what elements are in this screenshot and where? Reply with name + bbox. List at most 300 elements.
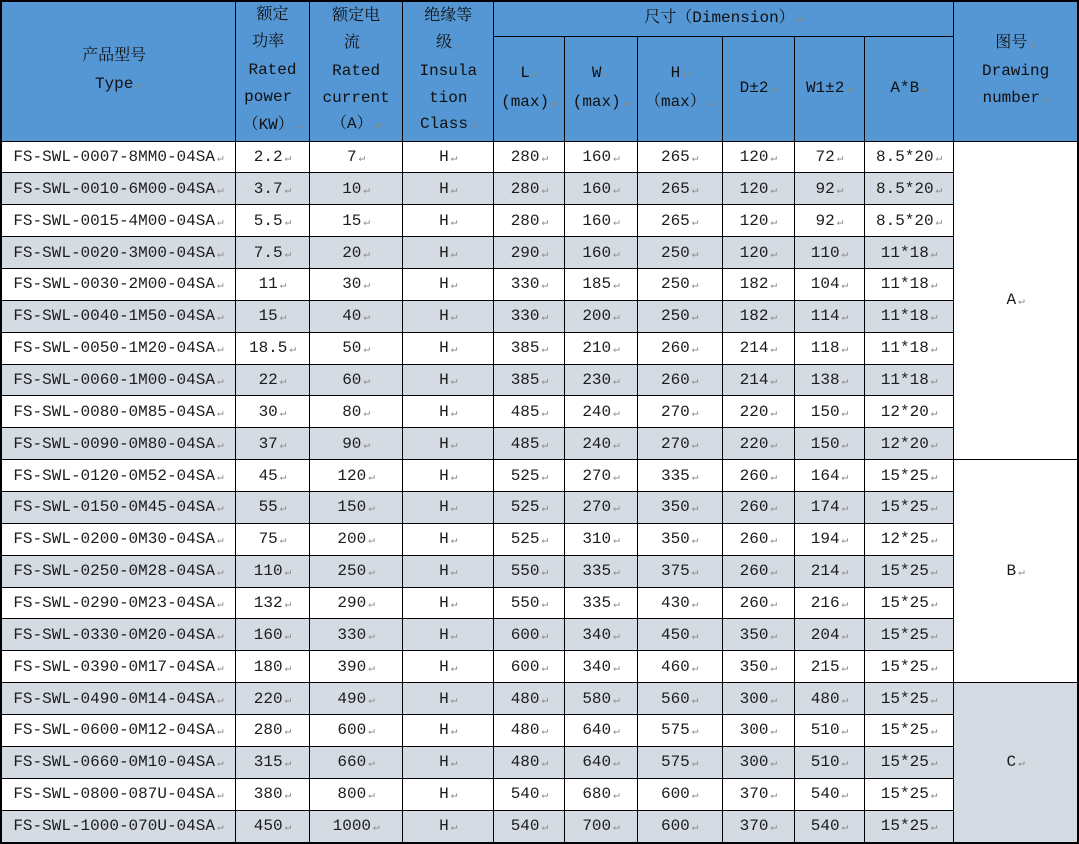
formatting-mark: ↵ [841,758,849,771]
cell-rated-current: 150 ↵ [310,491,403,523]
cell-insulation-class: H ↵ [403,746,494,778]
cell-rated-current: 50 ↵ [310,332,403,364]
cell-a-b: 12*20 ↵ [865,428,954,460]
cell-type: FS-SWL-0200-0M30-04SA ↵ [1,523,235,555]
formatting-mark: ↵ [284,758,292,771]
cell-l-max: 280 ↵ [494,173,565,205]
cell-w1-tol: 150 ↵ [794,396,864,428]
formatting-mark: ↵ [930,280,938,293]
formatting-mark: ↵ [770,822,778,835]
formatting-mark: ↵ [450,344,458,357]
cell-a-b: 11*18 ↵ [865,237,954,269]
cell-rated-current: 660 ↵ [310,746,403,778]
cell-l-max: 525 ↵ [494,491,565,523]
table-row [1,555,1078,587]
cell-l-max: 600 ↵ [494,651,565,683]
cell-type: FS-SWL-0660-0M10-04SA ↵ [1,746,235,778]
cell-insulation-class: H ↵ [403,332,494,364]
cell-h-max: 260 ↵ [637,364,722,396]
cell-w-max: 640 ↵ [565,714,637,746]
cell-h-max: 270 ↵ [637,396,722,428]
formatting-mark: ↵ [279,439,287,452]
cell-d-tol: 300 ↵ [722,683,794,715]
table-row [1,651,1078,683]
cell-rated-power: 30 ↵ [235,396,309,428]
cell-w1-tol: 204 ↵ [794,619,864,651]
formatting-mark: ↵ [613,758,620,771]
formatting-mark: ↵ [770,375,778,388]
formatting-mark: ↵ [363,312,371,325]
formatting-mark: ↵ [770,758,778,771]
cell-insulation-class: H ↵ [403,300,494,332]
formatting-mark: ↵ [841,280,849,293]
formatting-mark: ↵ [279,471,287,484]
cell-w-max: 185 ↵ [565,268,637,300]
formatting-mark: ↵ [216,248,224,261]
cell-rated-power: 22 ↵ [235,364,309,396]
cell-l-max: 480 ↵ [494,714,565,746]
cell-h-max: 350 ↵ [637,491,722,523]
formatting-mark: ↵ [279,280,287,293]
cell-d-tol: 120 ↵ [722,237,794,269]
cell-l-max: 480 ↵ [494,683,565,715]
formatting-mark: ↵ [613,375,620,388]
formatting-mark: ↵ [450,694,458,707]
cell-rated-current: 80 ↵ [310,396,403,428]
cell-rated-power: 160 ↵ [235,619,309,651]
cell-h-max: 265 ↵ [637,141,722,173]
cell-type: FS-SWL-0050-1M20-04SA ↵ [1,332,235,364]
cell-insulation-class: H ↵ [403,587,494,619]
formatting-mark: ↵ [284,152,292,165]
cell-type: FS-SWL-0250-0M28-04SA ↵ [1,555,235,587]
formatting-mark: ↵ [1018,567,1025,580]
formatting-mark: ↵ [841,503,849,516]
cell-a-b: 15*25 ↵ [865,587,954,619]
formatting-mark: ↵ [930,471,938,484]
formatting-mark: ↵ [363,248,371,261]
cell-w-max: 160 ↵ [565,141,637,173]
formatting-mark: ↵ [613,535,620,548]
cell-d-tol: 214 ↵ [722,364,794,396]
formatting-mark: ↵ [770,312,778,325]
formatting-mark: ↵ [216,280,224,293]
cell-type: FS-SWL-0120-0M52-04SA ↵ [1,460,235,492]
cell-h-max: 270 ↵ [637,428,722,460]
formatting-mark: ↵ [613,598,620,611]
formatting-mark: ↵ [691,312,699,325]
cell-a-b: 15*25 ↵ [865,810,954,842]
formatting-mark: ↵ [841,535,849,548]
cell-w-max: 210 ↵ [565,332,637,364]
formatting-mark: ↵ [930,694,938,707]
formatting-mark: ↵ [284,248,292,261]
header-w-max: W ↵ (max) ↵ [565,37,637,142]
cell-rated-current: 800 ↵ [310,778,403,810]
formatting-mark: ↵ [841,248,849,261]
formatting-mark: ↵ [284,598,292,611]
formatting-mark: ↵ [613,567,620,580]
formatting-mark: ↵ [691,790,699,803]
formatting-mark: ↵ [450,758,458,771]
cell-d-tol: 370 ↵ [722,778,794,810]
formatting-mark: ↵ [541,694,549,707]
formatting-mark: ↵ [691,439,699,452]
formatting-mark: ↵ [770,630,778,643]
formatting-mark: ↵ [541,726,549,739]
formatting-mark: ↵ [841,598,849,611]
header-rated-power: 额定 功率 ↓ Rated power ↓ （KW） ↵ [235,1,309,141]
cell-insulation-class: H ↵ [403,396,494,428]
cell-type: FS-SWL-0290-0M23-04SA ↵ [1,587,235,619]
cell-rated-power: 18.5 ↵ [235,332,309,364]
cell-rated-current: 600 ↵ [310,714,403,746]
formatting-mark: ↵ [841,312,849,325]
formatting-mark: ↵ [935,152,943,165]
formatting-mark: ↵ [295,121,303,133]
cell-w-max: 160 ↵ [565,173,637,205]
cell-rated-current: 7 ↵ [310,141,403,173]
cell-l-max: 280 ↵ [494,141,565,173]
cell-d-tol: 220 ↵ [722,428,794,460]
cell-h-max: 575 ↵ [637,714,722,746]
cell-type: FS-SWL-0030-2M00-04SA ↵ [1,268,235,300]
cell-insulation-class: H ↵ [403,173,494,205]
formatting-mark: ↵ [541,216,549,229]
formatting-mark: ↵ [216,471,224,484]
cell-insulation-class: H ↵ [403,364,494,396]
formatting-mark: ↵ [770,567,778,580]
formatting-mark: ↵ [841,726,849,739]
formatting-mark: ↵ [541,407,549,420]
cell-d-tol: 120 ↵ [722,141,794,173]
formatting-mark: ↵ [603,69,611,82]
formatting-mark: ↵ [691,375,699,388]
cell-l-max: 540 ↵ [494,778,565,810]
cell-w-max: 270 ↵ [565,460,637,492]
cell-d-tol: 260 ↵ [722,555,794,587]
cell-w-max: 340 ↵ [565,651,637,683]
formatting-mark: ↵ [541,567,549,580]
table-row [1,460,1078,492]
formatting-mark: ↵ [450,248,458,261]
cell-d-tol: 300 ↵ [722,714,794,746]
formatting-mark: ↵ [284,822,292,835]
formatting-mark: ↵ [363,184,371,197]
formatting-mark: ↵ [770,726,778,739]
cell-type: FS-SWL-0060-1M00-04SA ↵ [1,364,235,396]
formatting-mark: ↵ [691,567,699,580]
cell-type: FS-SWL-0040-1M50-04SA ↵ [1,300,235,332]
formatting-mark: ↵ [216,567,224,580]
formatting-mark: ↵ [841,662,849,675]
formatting-mark: ↵ [450,152,458,165]
formatting-mark: ↵ [279,312,287,325]
formatting-mark: ↵ [841,471,849,484]
cell-d-tol: 260 ↵ [722,491,794,523]
cell-a-b: 15*25 ↵ [865,651,954,683]
table-row [1,332,1078,364]
cell-w1-tol: 540 ↵ [794,810,864,842]
formatting-mark: ↵ [691,598,699,611]
formatting-mark: ↵ [1018,296,1025,309]
formatting-mark: ↵ [691,152,699,165]
cell-rated-power: 2.2 ↵ [235,141,309,173]
formatting-mark: ↵ [363,375,371,388]
cell-a-b: 8.5*20 ↵ [865,141,954,173]
drawing-number-cell: B ↵ [954,460,1078,683]
formatting-mark: ↵ [930,312,938,325]
formatting-mark: ↵ [691,503,699,516]
cell-rated-power: 110 ↵ [235,555,309,587]
cell-h-max: 600 ↵ [637,778,722,810]
cell-d-tol: 350 ↵ [722,619,794,651]
cell-w1-tol: 480 ↵ [794,683,864,715]
cell-l-max: 480 ↵ [494,746,565,778]
cell-d-tol: 220 ↵ [722,396,794,428]
formatting-mark: ↵ [368,598,375,611]
cell-a-b: 8.5*20 ↵ [865,205,954,237]
formatting-mark: ↵ [930,662,938,675]
cell-rated-current: 250 ↵ [310,555,403,587]
formatting-mark: ↵ [541,662,549,675]
formatting-mark: ↵ [770,83,778,96]
formatting-mark: ↵ [541,630,549,643]
formatting-mark: ↵ [930,822,938,835]
cell-a-b: 15*25 ↵ [865,460,954,492]
formatting-mark: ↵ [930,503,938,516]
cell-w1-tol: 215 ↵ [794,651,864,683]
formatting-mark: ↵ [770,248,778,261]
header-dimension-group: 尺寸（Dimension） ↵ [494,1,954,37]
formatting-mark: ↵ [368,630,375,643]
cell-w1-tol: 194 ↵ [794,523,864,555]
formatting-mark: ↵ [930,375,938,388]
formatting-mark: ↵ [770,471,778,484]
cell-h-max: 460 ↵ [637,651,722,683]
formatting-mark: ↵ [770,216,778,229]
cell-h-max: 260 ↵ [637,332,722,364]
formatting-mark: ↵ [368,726,375,739]
cell-type: FS-SWL-0010-6M00-04SA ↵ [1,173,235,205]
cell-w1-tol: 138 ↵ [794,364,864,396]
cell-d-tol: 260 ↵ [722,460,794,492]
formatting-mark: ↵ [363,280,371,293]
formatting-mark: ↵ [841,567,849,580]
cell-w1-tol: 214 ↵ [794,555,864,587]
formatting-mark: ↓ [148,51,155,64]
formatting-mark: ↵ [613,822,620,835]
formatting-mark: ↵ [368,790,375,803]
cell-rated-power: 450 ↵ [235,810,309,842]
formatting-mark: ↵ [450,535,458,548]
cell-w-max: 160 ↵ [565,205,637,237]
formatting-mark: ↵ [450,598,458,611]
cell-w-max: 335 ↵ [565,587,637,619]
formatting-mark: ↵ [1018,758,1025,771]
cell-insulation-class: H ↵ [403,141,494,173]
header-rated-current: 额定电 流 ↓ Rated current （A） ↵ [310,1,403,141]
formatting-mark: ↵ [930,248,938,261]
cell-insulation-class: H ↵ [403,491,494,523]
formatting-mark: ↵ [796,13,804,26]
cell-rated-power: 45 ↵ [235,460,309,492]
cell-a-b: 15*25 ↵ [865,746,954,778]
table-row [1,237,1078,269]
table-header [1,1,1078,141]
formatting-mark: ↵ [613,726,620,739]
formatting-mark: ↵ [374,120,382,132]
cell-rated-current: 330 ↵ [310,619,403,651]
formatting-mark: ↓ [286,37,293,50]
cell-w1-tol: 174 ↵ [794,491,864,523]
formatting-mark: ↵ [216,216,224,229]
table-body [1,141,1078,843]
formatting-mark: ↵ [691,471,699,484]
formatting-mark: ↵ [363,216,371,229]
cell-w1-tol: 118 ↵ [794,332,864,364]
formatting-mark: ↵ [613,248,620,261]
cell-w-max: 310 ↵ [565,523,637,555]
formatting-mark: ↵ [613,407,620,420]
formatting-mark: ↵ [613,280,620,293]
formatting-mark: ↵ [613,344,620,357]
cell-h-max: 600 ↵ [637,810,722,842]
cell-w-max: 230 ↵ [565,364,637,396]
cell-h-max: 265 ↵ [637,205,722,237]
formatting-mark: ↵ [216,822,224,835]
formatting-mark: ↵ [770,184,778,197]
cell-l-max: 290 ↵ [494,237,565,269]
cell-l-max: 485 ↵ [494,428,565,460]
formatting-mark: ↵ [841,630,849,643]
formatting-mark: ↵ [613,790,620,803]
cell-rated-current: 200 ↵ [310,523,403,555]
formatting-mark: ↵ [770,694,778,707]
formatting-mark: ↵ [450,567,458,580]
formatting-mark: ↵ [279,407,287,420]
cell-rated-current: 490 ↵ [310,683,403,715]
formatting-mark: ↵ [450,662,458,675]
cell-h-max: 450 ↵ [637,619,722,651]
cell-d-tol: 260 ↵ [722,587,794,619]
cell-l-max: 280 ↵ [494,205,565,237]
formatting-mark: ↵ [541,439,549,452]
cell-insulation-class: H ↵ [403,714,494,746]
cell-w1-tol: 540 ↵ [794,778,864,810]
formatting-mark: ↵ [216,503,224,516]
cell-type: FS-SWL-0330-0M20-04SA ↵ [1,619,235,651]
formatting-mark: ↵ [284,630,292,643]
cell-a-b: 11*18 ↵ [865,300,954,332]
cell-h-max: 265 ↵ [637,173,722,205]
header-w1-tol: W1±2 ↵ [794,37,864,142]
table-row [1,810,1078,842]
cell-w-max: 240 ↵ [565,396,637,428]
formatting-mark: ↵ [770,790,778,803]
table-row [1,746,1078,778]
cell-d-tol: 120 ↵ [722,205,794,237]
formatting-mark: ↵ [531,69,539,82]
formatting-mark: ↵ [836,216,844,229]
cell-h-max: 575 ↵ [637,746,722,778]
formatting-mark: ↵ [930,758,938,771]
formatting-mark: ↵ [284,790,292,803]
formatting-mark: ↵ [450,822,458,835]
cell-w1-tol: 510 ↵ [794,714,864,746]
cell-l-max: 550 ↵ [494,555,565,587]
formatting-mark: ↵ [216,630,224,643]
cell-h-max: 335 ↵ [637,460,722,492]
table-row [1,205,1078,237]
cell-w1-tol: 72 ↵ [794,141,864,173]
cell-h-max: 560 ↵ [637,683,722,715]
formatting-mark: ↵ [921,83,928,96]
cell-d-tol: 350 ↵ [722,651,794,683]
formatting-mark: ↵ [930,630,938,643]
formatting-mark: ↵ [216,726,224,739]
cell-w-max: 200 ↵ [565,300,637,332]
formatting-mark: ↵ [279,375,287,388]
formatting-mark: ↵ [541,312,549,325]
cell-w1-tol: 92 ↵ [794,173,864,205]
cell-rated-power: 11 ↵ [235,268,309,300]
cell-w-max: 640 ↵ [565,746,637,778]
cell-rated-power: 15 ↵ [235,300,309,332]
formatting-mark: ↵ [363,344,371,357]
formatting-mark: ↵ [770,280,778,293]
formatting-mark: ↵ [541,535,549,548]
formatting-mark: ↵ [541,344,549,357]
cell-rated-current: 40 ↵ [310,300,403,332]
cell-w-max: 580 ↵ [565,683,637,715]
formatting-mark: ↵ [930,535,938,548]
formatting-mark: ↵ [216,344,224,357]
cell-h-max: 250 ↵ [637,300,722,332]
formatting-mark: ↵ [216,662,224,675]
formatting-mark: ↵ [541,790,549,803]
formatting-mark: ↵ [216,312,224,325]
header-insulation-class: 绝缘等 级 ↓ Insula tion Class ↵ [403,1,494,141]
cell-w1-tol: 114 ↵ [794,300,864,332]
cell-rated-current: 120 ↵ [310,460,403,492]
table-row [1,300,1078,332]
cell-type: FS-SWL-0015-4M00-04SA ↵ [1,205,235,237]
cell-rated-current: 10 ↵ [310,173,403,205]
formatting-mark: ↵ [216,758,224,771]
formatting-mark: ↓ [453,38,461,51]
formatting-mark: ↵ [691,630,699,643]
header-d-tol: D±2 ↵ [722,37,794,142]
formatting-mark: ↵ [691,758,699,771]
formatting-mark: ↵ [841,790,849,803]
cell-type: FS-SWL-0080-0M85-04SA ↵ [1,396,235,428]
formatting-mark: ↵ [541,375,549,388]
formatting-mark: ↵ [216,439,224,452]
formatting-mark: ↵ [216,790,224,803]
formatting-mark: ↵ [935,216,943,229]
formatting-mark: ↵ [289,344,296,357]
cell-type: FS-SWL-0150-0M45-04SA ↵ [1,491,235,523]
formatting-mark: ↵ [691,694,699,707]
cell-l-max: 385 ↵ [494,364,565,396]
formatting-mark: ↵ [541,280,549,293]
formatting-mark: ↵ [368,535,375,548]
cell-rated-current: 90 ↵ [310,428,403,460]
formatting-mark: ↵ [450,726,458,739]
cell-h-max: 250 ↵ [637,237,722,269]
formatting-mark: ↵ [358,152,366,165]
